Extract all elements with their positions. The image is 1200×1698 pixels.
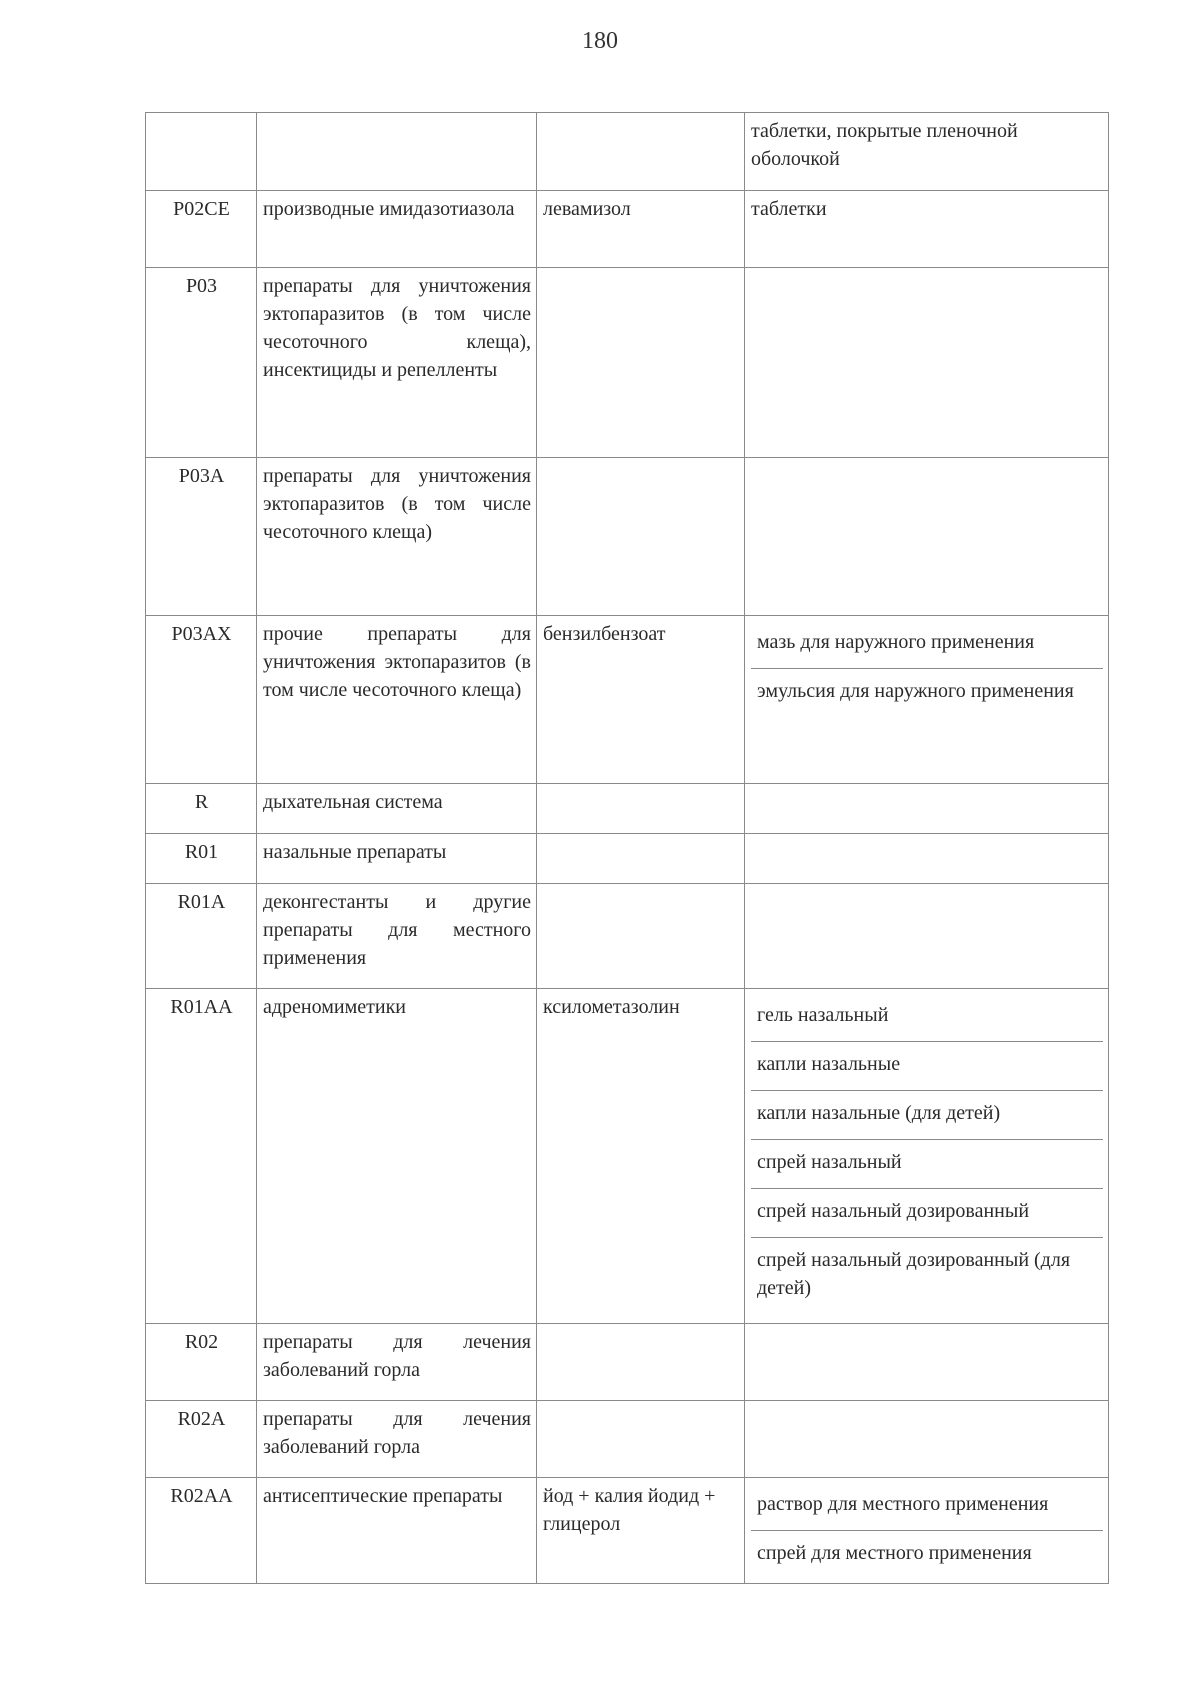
- table-row: [146, 989, 1109, 1324]
- substance-cell: [537, 884, 745, 989]
- group-name-cell: дыхательная система: [257, 784, 537, 834]
- table-row: [146, 458, 1109, 616]
- table-row: [146, 113, 1109, 191]
- atc-code-cell: R01AA: [146, 989, 257, 1324]
- atc-code-cell: R02: [146, 1324, 257, 1401]
- substance-cell: йод + калия йодид + глицерол: [537, 1478, 745, 1584]
- dosage-forms-cell: [745, 268, 1109, 458]
- dosage-form-item: капли назальные (для детей): [751, 1091, 1103, 1140]
- table-row: [146, 1401, 1109, 1478]
- group-name-cell: производные имидазотиазола: [257, 191, 537, 268]
- dosage-form-item: спрей назальный дозированный: [751, 1189, 1103, 1238]
- group-name-cell: прочие препараты для уничтожения эктопаразитов (в том числе чесоточного клеща): [257, 616, 537, 784]
- atc-code-cell: R02AA: [146, 1478, 257, 1584]
- substance-cell: [537, 834, 745, 884]
- substance-cell: [537, 268, 745, 458]
- dosage-forms-cell: [745, 616, 1109, 784]
- dosage-form-item: спрей назальный: [751, 1140, 1103, 1189]
- atc-code-cell: P03A: [146, 458, 257, 616]
- dosage-form-item: спрей для местного применения: [757, 1542, 1032, 1564]
- substance-cell: [537, 784, 745, 834]
- atc-code-cell: [146, 113, 257, 191]
- dosage-forms-cell: [745, 834, 1109, 884]
- dosage-form-item: спрей назальный дозированный (для детей): [757, 1249, 1071, 1299]
- atc-code-cell: R: [146, 784, 257, 834]
- atc-code-cell: P03AX: [146, 616, 257, 784]
- group-name-cell: назальные препараты: [257, 834, 537, 884]
- atc-code-cell: R01A: [146, 884, 257, 989]
- dosage-form-item: капли назальные: [751, 1042, 1103, 1091]
- substance-cell: [537, 113, 745, 191]
- dosage-form-item: гель назальный: [751, 993, 1103, 1042]
- table-row: [146, 884, 1109, 989]
- substance-cell: левамизол: [537, 191, 745, 268]
- dosage-forms-cell: таблетки: [745, 191, 1109, 268]
- atc-code-cell: R01: [146, 834, 257, 884]
- atc-code-cell: P02CE: [146, 191, 257, 268]
- substance-cell: [537, 458, 745, 616]
- medication-table: [145, 112, 1109, 1584]
- substance-cell: ксилометазолин: [537, 989, 745, 1324]
- dosage-forms-cell: [745, 989, 1109, 1324]
- dosage-form-item: эмульсия для наружного применения: [757, 680, 1074, 702]
- table-row: [146, 784, 1109, 834]
- substance-cell: [537, 1324, 745, 1401]
- dosage-forms-cell: [745, 884, 1109, 989]
- group-name-cell: препараты для уничтожения эктопаразитов (в том числе чесоточного клеща): [257, 458, 537, 616]
- table-row: [146, 1324, 1109, 1401]
- group-name-cell: препараты для уничтожения эктопаразитов (в том числе чесоточного клеща), инсектициды и репелленты: [257, 268, 537, 458]
- table-row: [146, 191, 1109, 268]
- dosage-forms-cell: [745, 1324, 1109, 1401]
- substance-cell: бензилбензоат: [537, 616, 745, 784]
- dosage-forms-cell: таблетки, покрытые пленочной оболочкой: [745, 113, 1109, 191]
- dosage-forms-cell: [745, 458, 1109, 616]
- substance-cell: [537, 1401, 745, 1478]
- dosage-forms-cell: [745, 1478, 1109, 1584]
- group-name-cell: деконгестанты и другие препараты для местного применения: [257, 884, 537, 989]
- dosage-form-item: раствор для местного применения: [751, 1482, 1103, 1531]
- group-name-cell: препараты для лечения заболеваний горла: [257, 1324, 537, 1401]
- table-row: [146, 1478, 1109, 1584]
- group-name-cell: антисептические препараты: [257, 1478, 537, 1584]
- dosage-forms-cell: [745, 1401, 1109, 1478]
- page-number: 180: [582, 28, 618, 54]
- group-name-cell: адреномиметики: [257, 989, 537, 1324]
- atc-code-cell: R02A: [146, 1401, 257, 1478]
- table-row: [146, 268, 1109, 458]
- dosage-form-item: мазь для наружного применения: [751, 620, 1103, 669]
- atc-code-cell: P03: [146, 268, 257, 458]
- table-body: [146, 113, 1109, 1584]
- group-name-cell: [257, 113, 537, 191]
- dosage-forms-cell: [745, 784, 1109, 834]
- group-name-cell: препараты для лечения заболеваний горла: [257, 1401, 537, 1478]
- table-row: [146, 616, 1109, 784]
- table-row: [146, 834, 1109, 884]
